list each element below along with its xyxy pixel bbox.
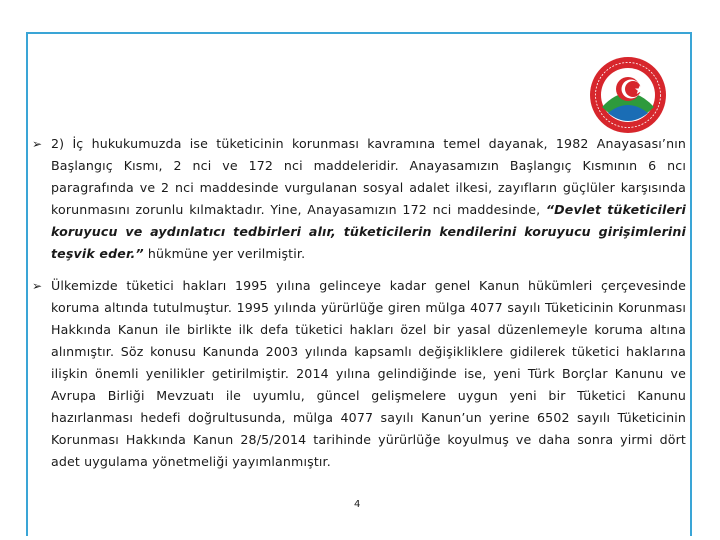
arrow-bullet-icon: ➢ xyxy=(32,137,43,151)
bullet-text: Ülkemizde tüketici hakları 1995 yılına gelinceye kadar genel Kanun hükümleri çerçevesinde koruma altında tutulmuştur. 1995 yılında yürürlüğe giren mülga 4077 sayılı Tüketicinin Korunması Hakkında Kanun ile birlikte ilk defa tüketici hakları özel bir yasal düzenlemeyle koruma altına alınmıştır. Söz konusu Kanunda 2003 yılında kapsamlı değişikliklere gidilerek tüketici haklarına ilişkin önemli yenilikler getirilmiştir. 2014 yılına gelindiğinde ise, yeni Türk Borçlar Kanunu ve Avrupa Birliği Mevzuatı ile uyumlu, güncel gelişmelere uygun yeni bir Tüketici Kanunu hazırlanması hedefi doğrultusunda, mülga 4077 sayılı Kanun’un yerine 6502 sayılı Tüketicinin Korunması Hakkında Kanun 28/5/2014 tarihinde yürürlüğe koyulmuş ve daha sonra yirmi dört adet uygulama yönetmeliği yayımlanmıştır. xyxy=(51,278,686,469)
bullet-text: 2) İç hukukumuzda ise tüketicinin korunması kavramına temel dayanak, 1982 Anayasası’nın Başlangıç Kısmı, 2 nci ve 172 nci maddeleridir. Anayasamızın Başlangıç Kısmının 6 ncı paragrafında ve 2 nci maddesinde vurgulanan sosyal adalet ilkesi, zayıfların güçlüler karşısında korunmasını zorunlu kılmaktadır. Yine, Anayasamızın 172 nci maddesinde, xyxy=(51,136,686,217)
arrow-bullet-icon: ➢ xyxy=(32,279,43,293)
content-area xyxy=(32,133,686,473)
constitution-quote: “Devlet tüketicileri koruyucu ve aydınlatıcı tedbirleri alır, tüketicilerin kendilerini koruyucu girişimlerini teşvik eder.” xyxy=(51,202,686,261)
bullet-text-end: hükmüne yer verilmiştir. xyxy=(143,246,306,261)
slide-number: 4 xyxy=(354,499,361,510)
ministry-seal-icon xyxy=(588,55,668,135)
bullet-item xyxy=(32,275,686,473)
bullet-item xyxy=(32,133,686,265)
